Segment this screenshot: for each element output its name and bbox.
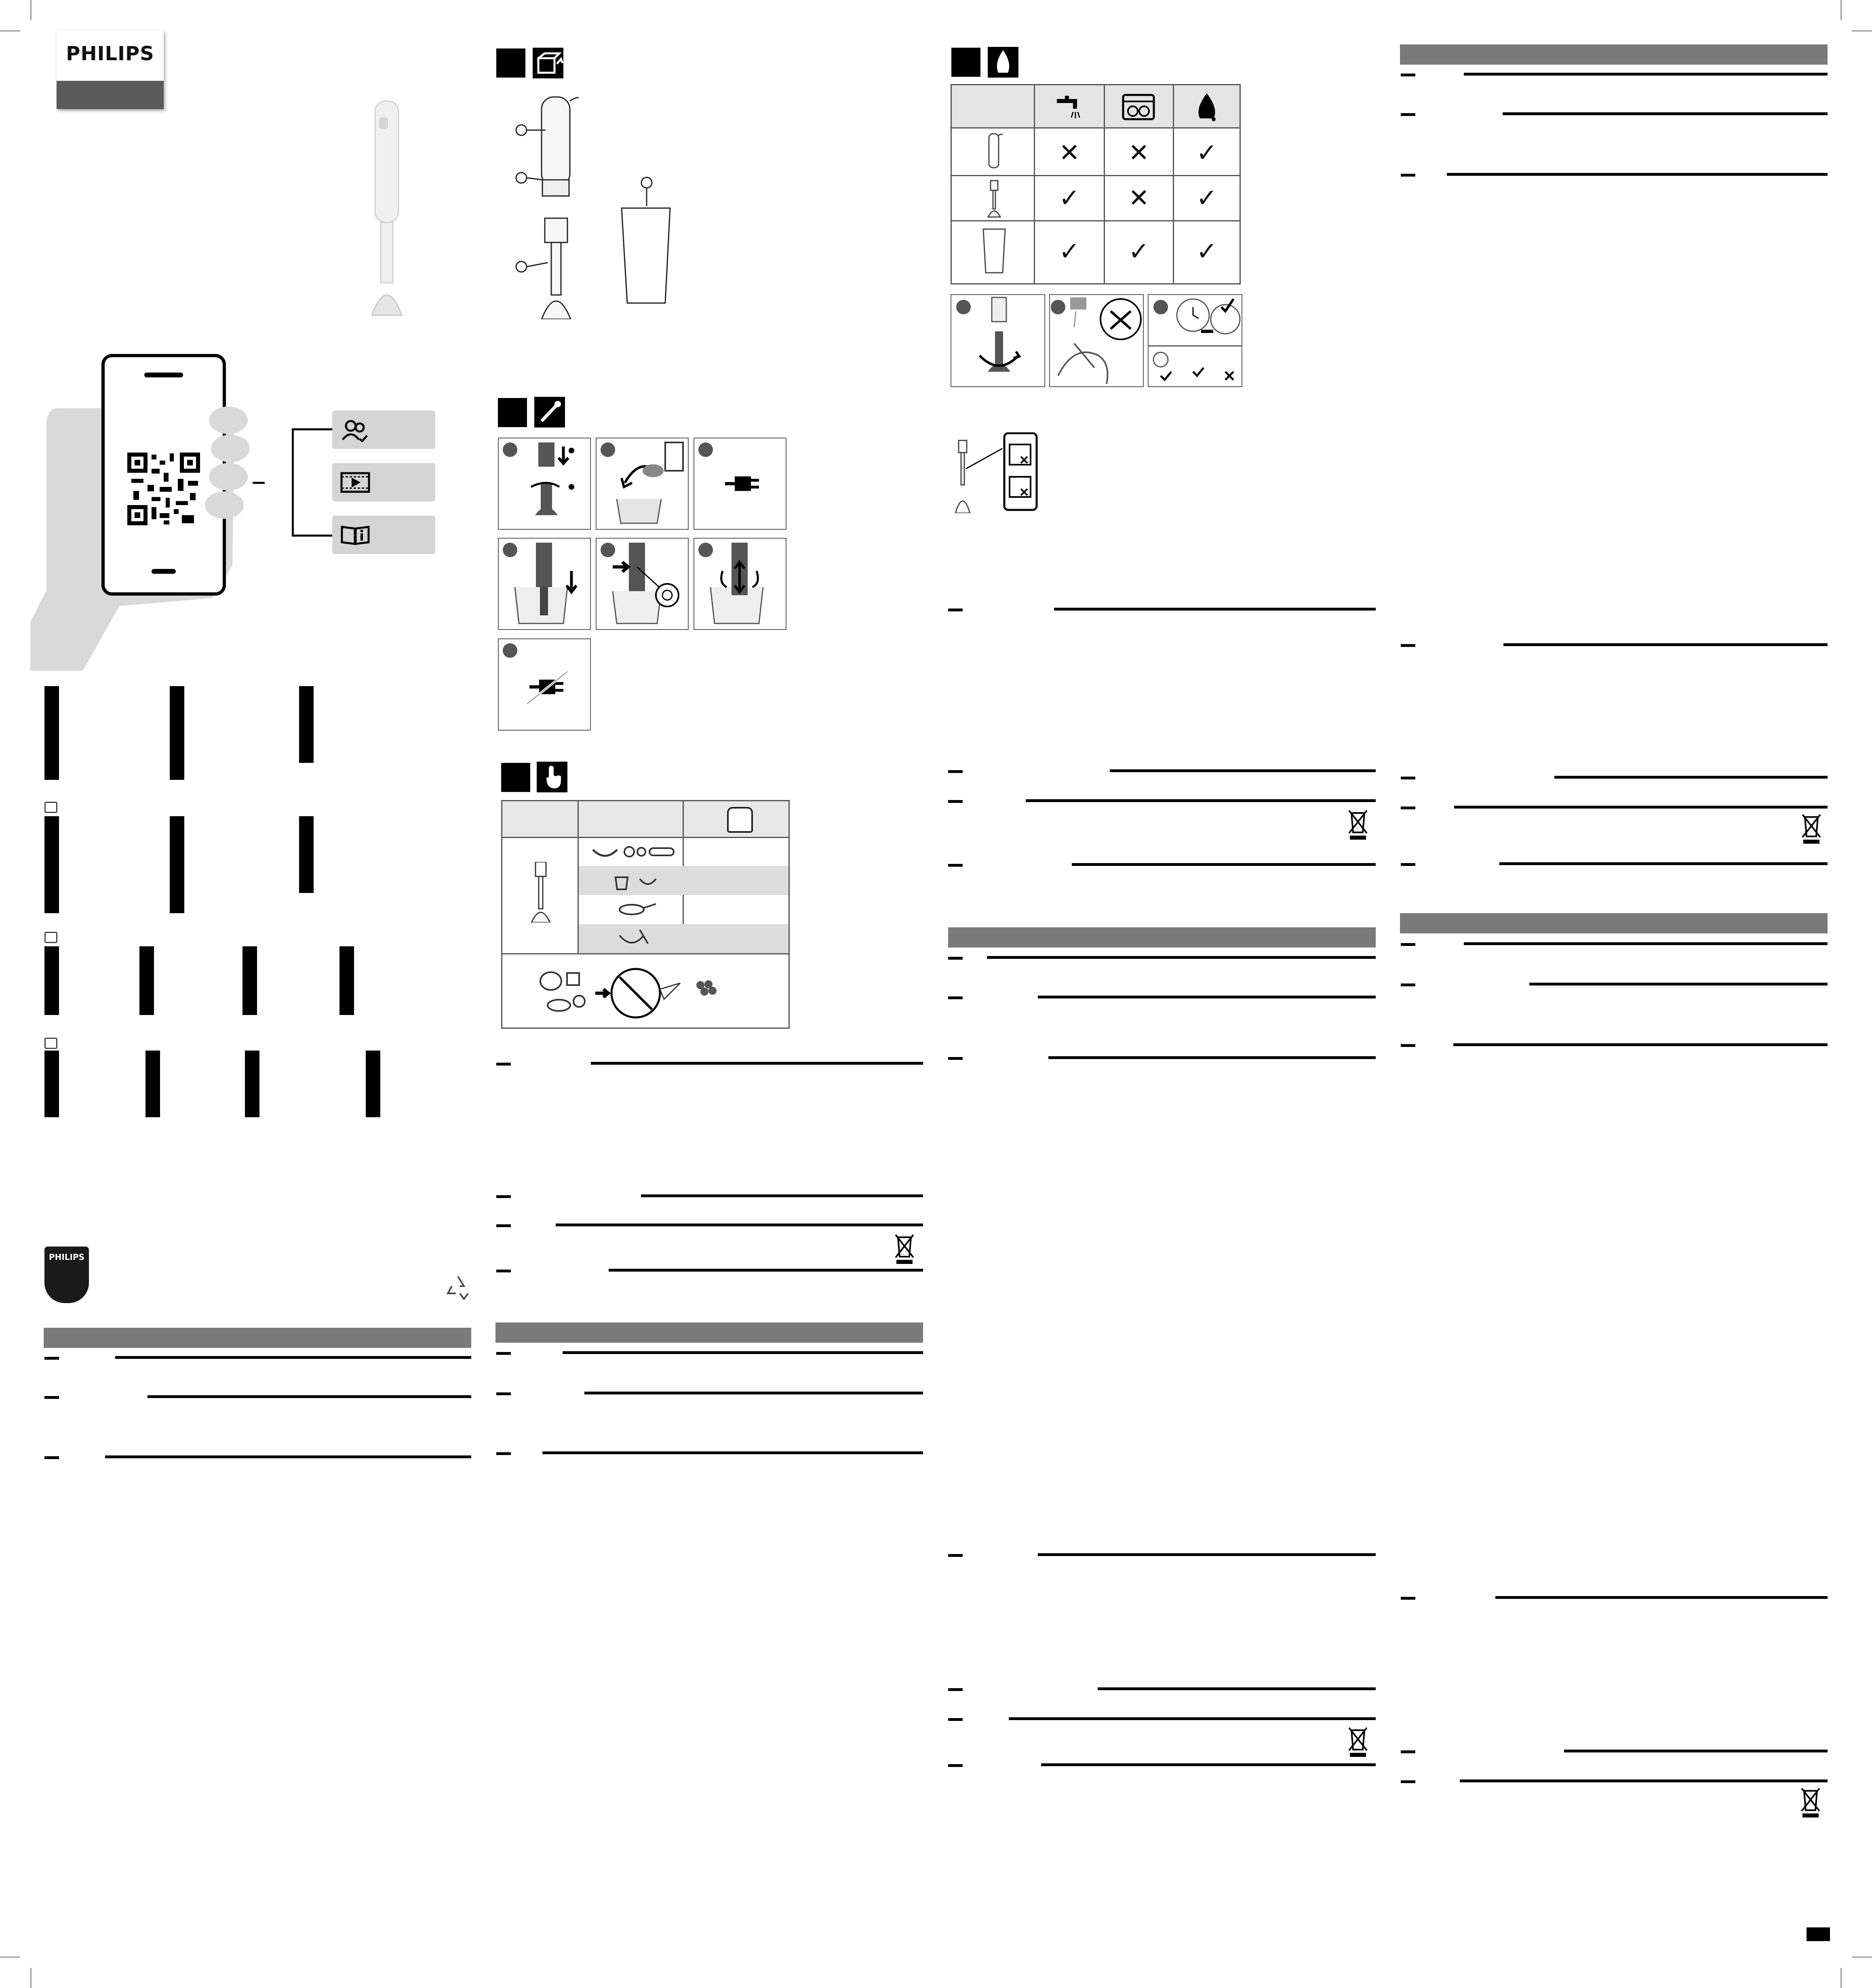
cleaning-mark: ✓: [1196, 138, 1217, 167]
para-marker: [1401, 74, 1415, 76]
qr-menu-item-support[interactable]: [332, 411, 435, 449]
para-marker: [496, 1224, 511, 1227]
text-line: [1554, 776, 1828, 779]
weight-icon: [727, 807, 753, 833]
crop-mark-tl-v: [30, 0, 32, 20]
beaker-icon: [981, 227, 1008, 275]
text-line: [542, 1451, 923, 1454]
cleaning-mark: ✓: [1128, 236, 1149, 266]
lang-block: [339, 946, 354, 1015]
fruit-veg-icon: [589, 842, 678, 862]
recycle-icon: [445, 1275, 471, 1300]
sauce-icon: [616, 927, 660, 950]
text-line: [591, 1062, 923, 1065]
qr-menu-connector-top: [292, 428, 332, 430]
usage-step-6: [694, 538, 786, 630]
lang-block: [299, 686, 314, 763]
para-marker: [44, 1456, 59, 1459]
para-marker: [948, 957, 963, 960]
video-mini-icon: [44, 932, 57, 943]
text-line: [1048, 1056, 1376, 1059]
text-line: [563, 1351, 923, 1354]
cleaning-mark: ✕: [1128, 138, 1149, 167]
usage-step-7: [498, 638, 591, 731]
para-marker: [1401, 113, 1415, 116]
cleaning-step-3: [1148, 294, 1242, 387]
text-line: [1054, 608, 1376, 611]
para-marker: [1401, 174, 1415, 177]
page-number-block: [1807, 1927, 1830, 1941]
manual-mini-icon: [44, 1038, 57, 1049]
crop-mark-tl-h: [0, 30, 20, 32]
lang-block: [44, 946, 59, 1015]
lang-block: [299, 816, 314, 893]
section-header-bar: [1400, 44, 1828, 65]
text-line: [1110, 769, 1376, 772]
qr-menu-item-manual[interactable]: [332, 516, 435, 554]
video-play-icon: [340, 472, 370, 493]
quantities-table: [501, 800, 790, 1029]
text-line: [1564, 1750, 1828, 1752]
text-line: [1041, 1763, 1376, 1766]
cleaning-mark: ✕: [1128, 183, 1149, 213]
lang-block: [366, 1051, 380, 1117]
section-badge-usage: [498, 398, 527, 427]
cleaning-mark: ✓: [1059, 236, 1080, 266]
text-line: [1026, 799, 1376, 802]
manual-info-icon: [340, 524, 370, 545]
cleaning-table: [951, 84, 1241, 284]
crop-mark-bl-v: [30, 1968, 32, 1988]
drop-cleaning-icon: [988, 47, 1018, 78]
section-badge-contents: [496, 48, 525, 78]
lang-block: [145, 1051, 160, 1117]
lang-block: [245, 1051, 259, 1117]
crop-mark-br-v: [1840, 1968, 1842, 1988]
para-marker: [948, 800, 963, 803]
lang-block: [44, 816, 59, 913]
para-marker: [948, 996, 963, 999]
logo-tab-stripe: [57, 81, 164, 109]
para-marker: [44, 1396, 59, 1399]
para-marker: [948, 609, 963, 611]
text-line: [115, 1356, 471, 1359]
lang-block: [139, 946, 154, 1015]
section-badge-cleaning: [951, 48, 980, 77]
no-hard-ingredients-illustration: [535, 961, 753, 1021]
para-marker: [496, 1392, 511, 1395]
text-line: [1464, 73, 1828, 76]
philips-logo-tab: [57, 30, 164, 109]
section-header-bar: [1400, 913, 1828, 933]
qr-menu-connector: [292, 428, 294, 537]
para-marker: [948, 864, 963, 867]
lang-block: [44, 686, 59, 780]
parts-overview-illustration: [509, 93, 679, 319]
usage-step-2: [596, 438, 689, 530]
para-marker: [1401, 863, 1415, 866]
usage-step-1: [498, 438, 591, 530]
crop-mark-br-h: [1852, 1956, 1872, 1958]
para-marker: [496, 1063, 511, 1066]
crop-mark-bl-h: [0, 1956, 20, 1958]
para-marker: [496, 1195, 511, 1198]
qr-menu-item-video[interactable]: [332, 463, 435, 501]
para-marker: [496, 1352, 511, 1355]
table-row-divider: [502, 953, 788, 954]
app-recipe-illustration: [950, 432, 1043, 513]
hand-blender-product-image: [356, 97, 420, 323]
text-line: [1503, 643, 1828, 646]
cleaning-step-1: [951, 294, 1045, 387]
para-marker: [44, 1357, 59, 1360]
philips-shield-logo: [44, 1247, 89, 1303]
para-marker: [1401, 1044, 1415, 1047]
smartphone-qr-illustration: [30, 347, 265, 679]
section-header-bar: [495, 1323, 923, 1343]
dishwasher-icon: [1122, 93, 1155, 121]
text-line: [1009, 1717, 1376, 1720]
support-community-icon: [340, 419, 370, 442]
crop-mark-tr-v: [1840, 0, 1842, 20]
para-marker: [948, 1764, 963, 1767]
para-marker: [948, 770, 963, 773]
lang-block: [242, 946, 257, 1015]
text-line: [1038, 996, 1376, 998]
text-line: [987, 956, 1376, 959]
text-line: [1499, 862, 1828, 865]
cleaning-mark: ✓: [1196, 236, 1217, 266]
para-marker: [1401, 1597, 1415, 1600]
blender-bar-icon: [527, 862, 555, 922]
text-line: [1098, 1687, 1376, 1690]
blender-bar-icon: [984, 179, 1004, 218]
lang-block: [170, 686, 184, 780]
para-marker: [948, 1057, 963, 1060]
text-line: [1464, 942, 1828, 945]
para-marker: [948, 1688, 963, 1691]
table-row-shade: [579, 866, 788, 895]
para-marker: [1401, 807, 1415, 809]
cleaning-mark: ✕: [1059, 138, 1080, 167]
cleaning-mark: ✓: [1196, 183, 1217, 213]
text-line: [1495, 1596, 1828, 1599]
support-mini-icon: [44, 802, 57, 813]
cloth-wipe-icon: [1193, 93, 1221, 122]
lang-block: [170, 816, 184, 913]
motor-unit-icon: [984, 131, 1004, 170]
weee-bin-icon: [1799, 1786, 1822, 1818]
hand-pointer-icon: [537, 762, 567, 792]
soup-icon: [611, 869, 660, 892]
weee-bin-icon: [1800, 812, 1823, 844]
para-marker: [1401, 1750, 1415, 1753]
usage-step-5: [596, 538, 689, 630]
tap-water-icon: [1053, 95, 1085, 119]
para-marker: [1401, 777, 1415, 779]
table-row-divider: [952, 175, 1240, 176]
baby-food-icon: [616, 898, 660, 918]
text-line: [1454, 806, 1828, 809]
text-line: [641, 1194, 923, 1197]
crop-mark-tr-h: [1852, 30, 1872, 32]
text-line: [1038, 1553, 1376, 1556]
text-line: [584, 1392, 923, 1394]
para-marker: [948, 1718, 963, 1721]
box-contents-icon: [533, 48, 563, 78]
philips-wordmark: PHILIPS: [66, 42, 154, 65]
text-line: [1529, 983, 1828, 986]
text-line: [148, 1395, 471, 1398]
text-line: [1072, 863, 1376, 866]
text-line: [1453, 1043, 1828, 1046]
text-line: [1460, 1780, 1828, 1782]
weee-bin-icon: [1347, 1725, 1369, 1758]
usage-step-3: [694, 438, 786, 530]
lang-block: [44, 1051, 59, 1117]
table-row-shade: [579, 924, 788, 954]
cleaning-mark: ✓: [1059, 183, 1080, 213]
para-marker: [496, 1270, 511, 1272]
usage-step-4: [498, 538, 591, 630]
text-line: [609, 1269, 923, 1272]
text-line: [105, 1455, 471, 1458]
cleaning-step-2: [1049, 294, 1144, 387]
section-header-bar: [44, 1328, 471, 1348]
para-marker: [1401, 943, 1415, 946]
text-line: [556, 1224, 923, 1226]
text-line: [1447, 173, 1828, 176]
para-marker: [948, 1554, 963, 1557]
para-marker: [496, 1452, 511, 1455]
section-header-bar: [948, 927, 1376, 948]
para-marker: [1401, 1780, 1415, 1783]
qr-menu-connector-bottom: [292, 535, 332, 537]
shield-wordmark: PHILIPS: [48, 1252, 85, 1262]
weee-bin-icon: [893, 1232, 916, 1265]
table-row-divider: [952, 220, 1240, 221]
section-badge-quantities: [501, 763, 530, 792]
para-marker: [1401, 983, 1415, 986]
para-marker: [1401, 644, 1415, 647]
text-line: [1503, 112, 1828, 115]
weee-bin-icon: [1347, 808, 1369, 840]
blender-usage-icon: [534, 397, 565, 428]
